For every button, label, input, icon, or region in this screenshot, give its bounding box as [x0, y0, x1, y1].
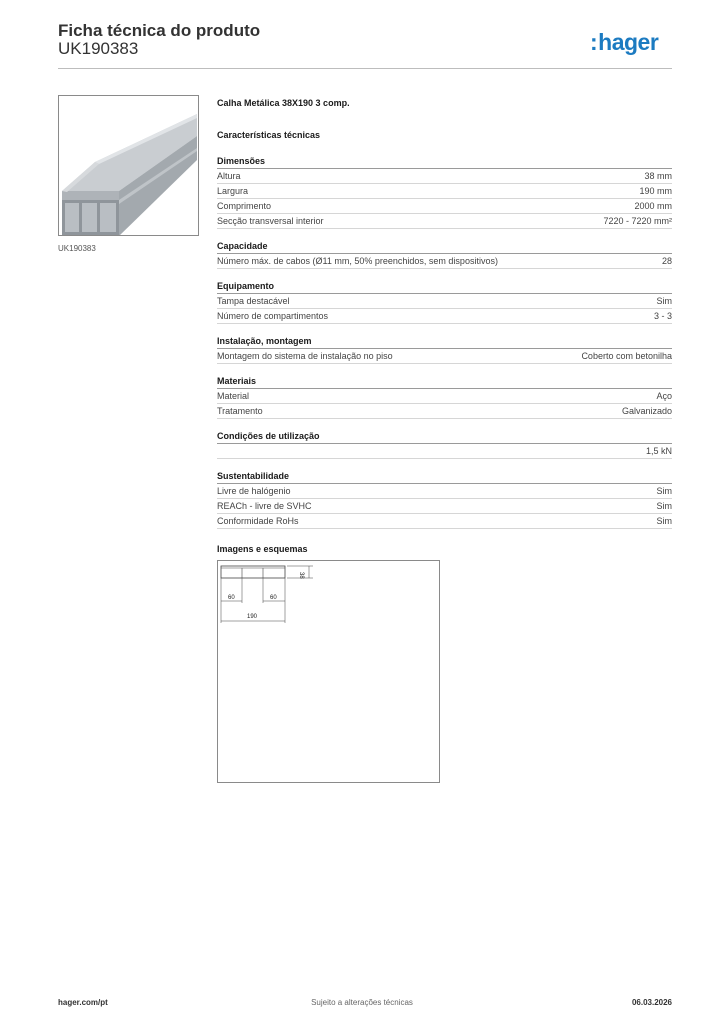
page-title: Ficha técnica do produto	[58, 21, 261, 40]
spec-row	[217, 214, 672, 229]
logo-colon: :	[590, 29, 598, 55]
spec-row	[217, 444, 672, 459]
spec-value: Coberto com betonilha	[581, 351, 672, 361]
section-title: Condições de utilização	[217, 430, 672, 444]
spec-row	[217, 389, 672, 404]
section-title: Instalação, montagem	[217, 335, 672, 349]
section-title: Dimensões	[217, 155, 672, 169]
section-title: Capacidade	[217, 240, 672, 254]
spec-label: Número de compartimentos	[217, 311, 329, 321]
dim-left-label: 60	[228, 595, 235, 601]
product-image	[58, 95, 199, 236]
spec-label: Livre de halógenio	[217, 486, 291, 496]
tech-heading: Características técnicas	[217, 130, 321, 140]
spec-row	[217, 349, 672, 364]
spec-row	[217, 514, 672, 529]
dim-width-label: 190	[247, 614, 258, 620]
dim-height-label: 38	[298, 572, 304, 579]
spec-row	[217, 499, 672, 514]
section-sustentabilidade	[217, 470, 672, 529]
spec-content	[217, 97, 672, 555]
product-image-caption: UK190383	[58, 244, 96, 253]
spec-value: Sim	[656, 516, 672, 526]
section-capacidade	[217, 240, 672, 269]
technical-drawing	[217, 560, 440, 783]
spec-row	[217, 199, 672, 214]
spec-row	[217, 254, 672, 269]
spec-value: Sim	[656, 501, 672, 511]
section-title: Sustentabilidade	[217, 470, 672, 484]
hager-logo	[590, 29, 658, 56]
spec-value: 3 - 3	[653, 311, 672, 321]
spec-label: REACh - livre de SVHC	[217, 501, 312, 511]
section-instalacao	[217, 335, 672, 364]
header-divider	[58, 68, 672, 69]
spec-value: 190 mm	[639, 186, 672, 196]
spec-value: 28	[661, 256, 672, 266]
spec-label: Comprimento	[217, 201, 272, 211]
section-materiais	[217, 375, 672, 419]
spec-row	[217, 294, 672, 309]
section-condicoes	[217, 430, 672, 459]
footer-date: 06.03.2026	[631, 998, 672, 1007]
logo-text: hager	[598, 29, 659, 55]
product-name: Calha Metálica 38X190 3 comp.	[217, 98, 350, 108]
spec-value: 7220 - 7220 mm²	[603, 216, 672, 226]
spec-value: Sim	[656, 486, 672, 496]
cable-trunking-illustration	[59, 96, 198, 235]
spec-value: Sim	[656, 296, 672, 306]
spec-row	[217, 309, 672, 324]
section-title: Equipamento	[217, 280, 672, 294]
spec-value: 38 mm	[644, 171, 672, 181]
spec-label: Conformidade RoHs	[217, 516, 299, 526]
spec-label: Largura	[217, 186, 249, 196]
spec-label: Secção transversal interior	[217, 216, 324, 226]
section-title: Materiais	[217, 375, 672, 389]
spec-value: 2000 mm	[634, 201, 672, 211]
footer-website: hager.com/pt	[58, 998, 108, 1007]
product-code: UK190383	[58, 39, 139, 58]
spec-row	[217, 484, 672, 499]
section-dimensoes	[217, 155, 672, 229]
footer-disclaimer: Sujeito a alterações técnicas	[311, 998, 413, 1007]
spec-label: Material	[217, 391, 250, 401]
section-equipamento	[217, 280, 672, 324]
spec-value: 1,5 kN	[645, 446, 672, 456]
spec-label: Número máx. de cabos (Ø11 mm, 50% preenchidos, sem dispositivos)	[217, 256, 498, 266]
spec-label: Montagem do sistema de instalação no piso	[217, 351, 393, 361]
spec-row	[217, 169, 672, 184]
cross-section-diagram	[218, 561, 439, 782]
spec-value: Galvanizado	[621, 406, 672, 416]
spec-label: Tampa destacável	[217, 296, 290, 306]
spec-label: Tratamento	[217, 406, 263, 416]
spec-row	[217, 404, 672, 419]
images-heading: Imagens e esquemas	[217, 544, 308, 554]
spec-label: Altura	[217, 171, 241, 181]
spec-row	[217, 184, 672, 199]
dim-right-label: 60	[270, 595, 277, 601]
spec-value: Aço	[656, 391, 672, 401]
